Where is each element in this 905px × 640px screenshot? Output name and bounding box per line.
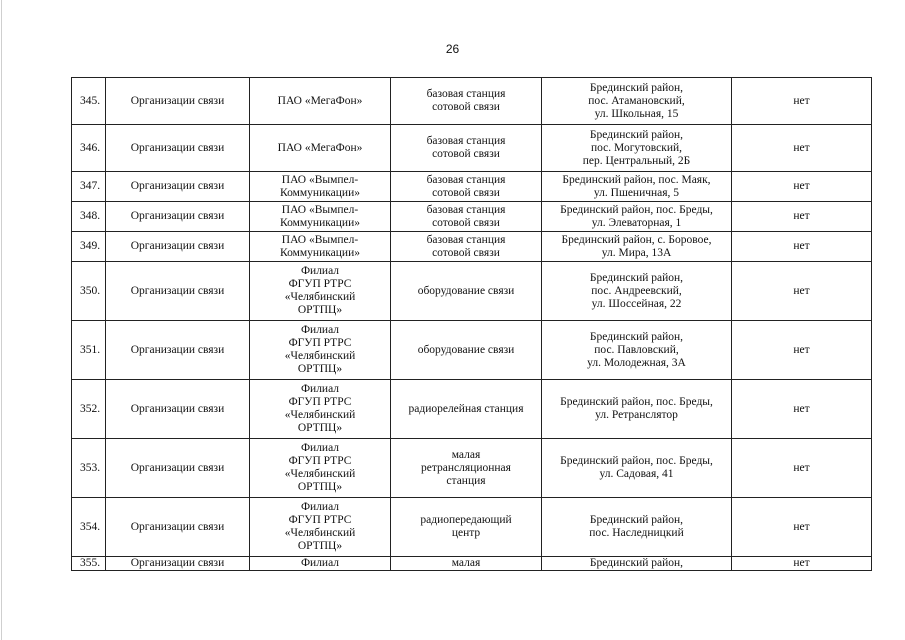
object-cell: малая bbox=[391, 557, 542, 571]
row-number: 349. bbox=[72, 232, 106, 262]
owner-cell: ПАО «Вымпел- Коммуникации» bbox=[250, 202, 391, 232]
address-cell: Брединский район, с. Боровое, ул. Мира, 13А bbox=[542, 232, 732, 262]
owner-cell: Филиал bbox=[250, 557, 391, 571]
value-cell: нет bbox=[732, 125, 872, 172]
owner-cell: Филиал ФГУП РТРС «Челябинский ОРТПЦ» bbox=[250, 498, 391, 557]
row-number: 354. bbox=[72, 498, 106, 557]
category-cell: Организации связи bbox=[106, 321, 250, 380]
category-cell: Организации связи bbox=[106, 262, 250, 321]
object-cell: базовая станция сотовой связи bbox=[391, 172, 542, 202]
row-number: 346. bbox=[72, 125, 106, 172]
object-cell: радиорелейная станция bbox=[391, 380, 542, 439]
category-cell: Организации связи bbox=[106, 172, 250, 202]
object-cell: малая ретрансляционная станция bbox=[391, 439, 542, 498]
address-cell: Брединский район, пос. Маяк, ул. Пшеничная, 5 bbox=[542, 172, 732, 202]
row-number: 351. bbox=[72, 321, 106, 380]
table-row bbox=[72, 498, 872, 557]
row-number: 353. bbox=[72, 439, 106, 498]
registry-table bbox=[71, 77, 872, 571]
table-row bbox=[72, 125, 872, 172]
address-cell: Брединский район, пос. Наследницкий bbox=[542, 498, 732, 557]
category-cell: Организации связи bbox=[106, 498, 250, 557]
table-row bbox=[72, 439, 872, 498]
value-cell: нет bbox=[732, 202, 872, 232]
address-cell: Брединский район, пос. Бреды, ул. Элеваторная, 1 bbox=[542, 202, 732, 232]
row-number: 348. bbox=[72, 202, 106, 232]
value-cell: нет bbox=[732, 262, 872, 321]
table-row bbox=[72, 172, 872, 202]
scan-edge bbox=[1, 0, 2, 640]
table-row bbox=[72, 202, 872, 232]
category-cell: Организации связи bbox=[106, 78, 250, 125]
object-cell: базовая станция сотовой связи bbox=[391, 202, 542, 232]
value-cell: нет bbox=[732, 232, 872, 262]
address-cell: Брединский район, пос. Бреды, ул. Садовая, 41 bbox=[542, 439, 732, 498]
table-row bbox=[72, 78, 872, 125]
row-number: 345. bbox=[72, 78, 106, 125]
value-cell: нет bbox=[732, 439, 872, 498]
page-number: 26 bbox=[445, 42, 460, 56]
object-cell: базовая станция сотовой связи bbox=[391, 232, 542, 262]
object-cell: оборудование связи bbox=[391, 262, 542, 321]
table-row bbox=[72, 380, 872, 439]
address-cell: Брединский район, пос. Бреды, ул. Ретранслятор bbox=[542, 380, 732, 439]
value-cell: нет bbox=[732, 380, 872, 439]
owner-cell: Филиал ФГУП РТРС «Челябинский ОРТПЦ» bbox=[250, 439, 391, 498]
object-cell: базовая станция сотовой связи bbox=[391, 125, 542, 172]
table-row bbox=[72, 232, 872, 262]
owner-cell: Филиал ФГУП РТРС «Челябинский ОРТПЦ» bbox=[250, 380, 391, 439]
owner-cell: Филиал ФГУП РТРС «Челябинский ОРТПЦ» bbox=[250, 321, 391, 380]
value-cell: нет bbox=[732, 172, 872, 202]
registry-table-body bbox=[72, 78, 872, 571]
table-row bbox=[72, 321, 872, 380]
category-cell: Организации связи bbox=[106, 202, 250, 232]
value-cell: нет bbox=[732, 557, 872, 571]
address-cell: Брединский район, пос. Андреевский, ул. Шоссейная, 22 bbox=[542, 262, 732, 321]
owner-cell: ПАО «Вымпел- Коммуникации» bbox=[250, 172, 391, 202]
table-row bbox=[72, 262, 872, 321]
object-cell: радиопередающий центр bbox=[391, 498, 542, 557]
category-cell: Организации связи bbox=[106, 380, 250, 439]
value-cell: нет bbox=[732, 78, 872, 125]
category-cell: Организации связи bbox=[106, 557, 250, 571]
address-cell: Брединский район, пос. Могутовский, пер. Центральный, 2Б bbox=[542, 125, 732, 172]
table-row bbox=[72, 557, 872, 571]
category-cell: Организации связи bbox=[106, 232, 250, 262]
address-cell: Брединский район, пос. Атамановский, ул. Школьная, 15 bbox=[542, 78, 732, 125]
value-cell: нет bbox=[732, 321, 872, 380]
address-cell: Брединский район, bbox=[542, 557, 732, 571]
row-number: 350. bbox=[72, 262, 106, 321]
category-cell: Организации связи bbox=[106, 439, 250, 498]
row-number: 355. bbox=[72, 557, 106, 571]
row-number: 347. bbox=[72, 172, 106, 202]
category-cell: Организации связи bbox=[106, 125, 250, 172]
object-cell: оборудование связи bbox=[391, 321, 542, 380]
owner-cell: Филиал ФГУП РТРС «Челябинский ОРТПЦ» bbox=[250, 262, 391, 321]
owner-cell: ПАО «МегаФон» bbox=[250, 125, 391, 172]
owner-cell: ПАО «МегаФон» bbox=[250, 78, 391, 125]
row-number: 352. bbox=[72, 380, 106, 439]
owner-cell: ПАО «Вымпел- Коммуникации» bbox=[250, 232, 391, 262]
object-cell: базовая станция сотовой связи bbox=[391, 78, 542, 125]
address-cell: Брединский район, пос. Павловский, ул. Молодежная, 3А bbox=[542, 321, 732, 380]
value-cell: нет bbox=[732, 498, 872, 557]
